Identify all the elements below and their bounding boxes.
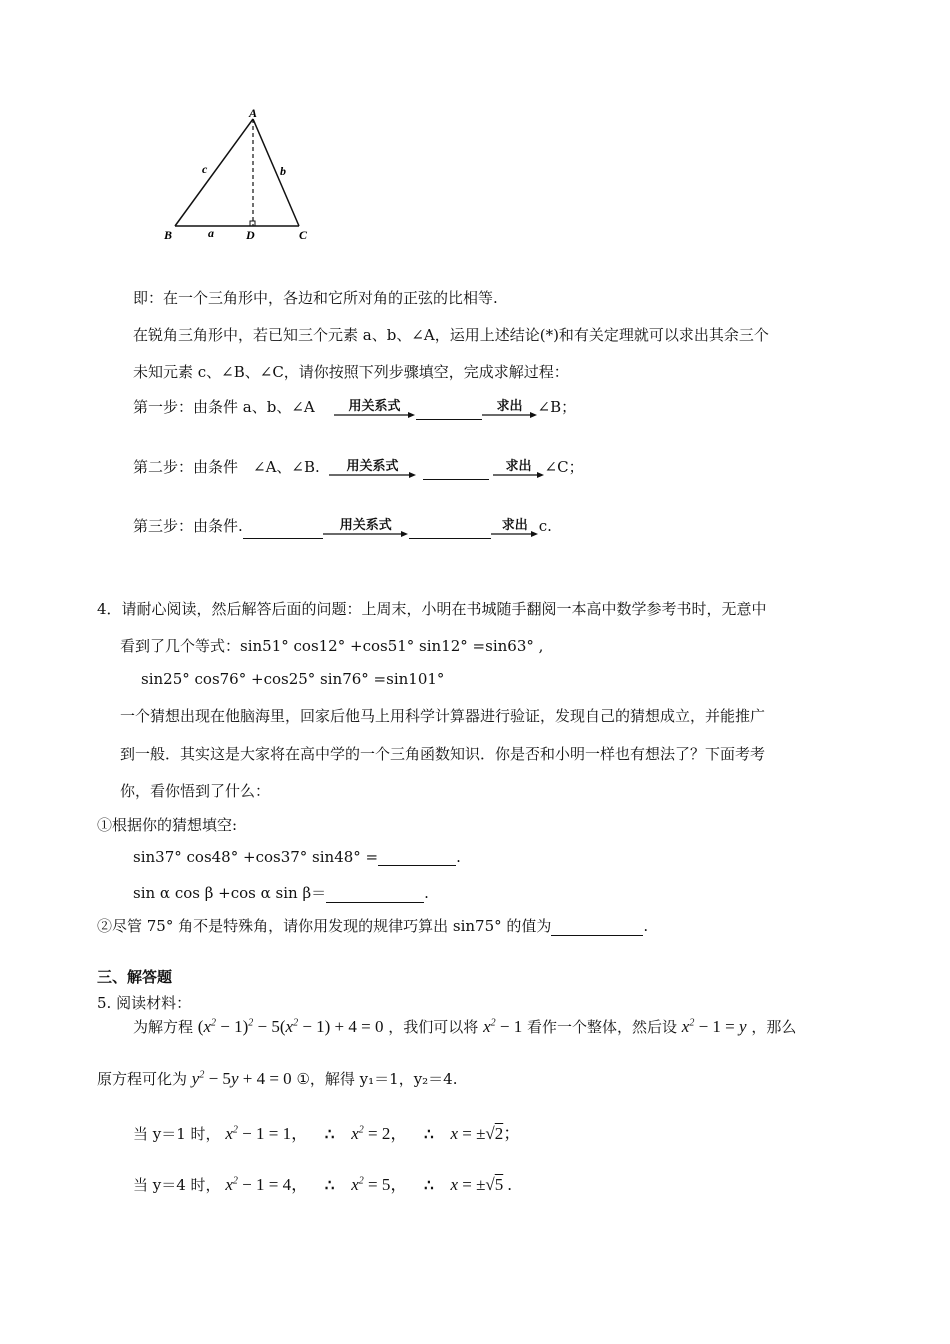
- label-B: B: [164, 228, 173, 242]
- eq2-text: sin α cos β +cos α sin β＝: [133, 884, 327, 902]
- arrow-obtain-3: [491, 513, 539, 539]
- l1-a: 为解方程: [133, 1018, 194, 1036]
- label-c: c: [202, 162, 208, 176]
- part2-period: .: [643, 917, 649, 935]
- therefore-1: ∴: [324, 1125, 335, 1143]
- arrow-label: 用关系式: [348, 399, 401, 414]
- arrow-obtain-2: [493, 454, 545, 480]
- step2: [133, 454, 584, 480]
- label-a: a: [208, 226, 214, 240]
- step1-blank[interactable]: [416, 399, 482, 420]
- q5-line4: [133, 1170, 512, 1195]
- part2-text: ②尽管 75° 角不是特殊角，请你用发现的规律巧算出 sin75° 的值为: [97, 917, 552, 935]
- step1-end: ∠B；: [537, 398, 577, 416]
- step3-prefix: 第三步：由条件.: [133, 517, 243, 535]
- step2-end: ∠C；: [544, 458, 584, 476]
- eq-y1: $x^2 - 1 = 1$，: [225, 1124, 309, 1143]
- step3-blank-1[interactable]: [243, 518, 323, 539]
- arrow-use-relation-1: [334, 394, 416, 420]
- arrow-obtain-1: [482, 394, 538, 420]
- q4-line6: 你，看你悟到了什么：: [120, 782, 271, 800]
- expr-x2-minus-1: $x^2 - 1$: [483, 1017, 523, 1036]
- arrow-use-relation-3: [323, 513, 409, 539]
- q4-eq1: [133, 847, 461, 866]
- q5-line1: [133, 1016, 796, 1037]
- l1-c: 看作一个整体，然后设: [527, 1018, 678, 1036]
- q4-line2: 看到了几个等式：sin51° cos12° +cos51° sin12° =sin63° ,: [120, 637, 544, 655]
- therefore-4: ∴: [424, 1176, 434, 1194]
- q4-line1: 4．请耐心阅读，然后解答后面的问题：上周末，小明在书城随手翻阅一本高中数学参考书时，无意中: [97, 600, 767, 618]
- eq2-period: .: [424, 884, 429, 902]
- q4-line3: sin25° cos76° +cos25° sin76° =sin101°: [141, 670, 445, 688]
- side-b: [253, 119, 299, 226]
- step2-blank[interactable]: [423, 459, 489, 480]
- eq1-period: .: [456, 848, 461, 866]
- p3-line2: 在锐角三角形中，若已知三个元素 a、b、∠A，运用上述结论(*)和有关定理就可以求出其余三个: [133, 326, 769, 344]
- l4-a: 当 y＝4 时，: [133, 1176, 221, 1194]
- p3-line1: 即：在一个三角形中，各边和它所对角的正弦的比相等.: [133, 289, 498, 307]
- arrow-label: 求出: [501, 518, 528, 533]
- q4-part2: [97, 915, 648, 936]
- q4-part1: ①根据你的猜想填空:: [97, 816, 238, 834]
- step1: [133, 394, 576, 420]
- label-D: D: [246, 228, 255, 242]
- eq1-blank[interactable]: [378, 847, 456, 866]
- l1-d: ，那么: [751, 1018, 797, 1036]
- eq1-text: sin37° cos48° +cos37° sin48° =: [133, 848, 379, 866]
- eq-y4: $x^2 - 1 = 4$，: [225, 1175, 309, 1194]
- therefore-3: ∴: [324, 1176, 335, 1194]
- q5-line3: [133, 1119, 520, 1144]
- q4-line4: 一个猜想出现在他脑海里，回家后他马上用科学计算器进行验证，发现自己的猜想成立，并能推广: [120, 707, 766, 725]
- eq-x-sqrt5: x = ±√5 .: [450, 1175, 512, 1194]
- q4-eq2: [133, 882, 429, 903]
- q5-title: 5. 阅读材料：: [97, 994, 192, 1012]
- q5-line2: [97, 1068, 458, 1089]
- therefore-2: ∴: [424, 1125, 434, 1143]
- side-c: [175, 119, 253, 226]
- label-C: C: [299, 228, 308, 242]
- substitution: $x^2 - 1 = y$: [681, 1017, 747, 1036]
- step1-prefix: 第一步：由条件 a、b、∠A: [133, 398, 315, 416]
- arrow-label: 求出: [496, 399, 523, 414]
- part2-blank[interactable]: [551, 917, 643, 936]
- step3: [133, 513, 552, 539]
- equation-y: $y^2 - 5y + 4 = 0$: [191, 1069, 292, 1088]
- triangle-figure: [160, 105, 330, 245]
- l1-b: ，我们可以将: [388, 1018, 479, 1036]
- label-A: A: [249, 106, 258, 120]
- eq-x-sqrt2: x = ±√2；: [450, 1124, 521, 1143]
- p3-line3: 未知元素 c、∠B、∠C，请你按照下列步骤填空，完成求解过程：: [133, 363, 569, 381]
- label-b: b: [280, 164, 286, 178]
- equation-original: $(x^2 - 1)^2 - 5(x^2 - 1) + 4 = 0$: [197, 1017, 384, 1036]
- step3-end: c.: [538, 517, 552, 535]
- q4-line5: 到一般．其实这是大家将在高中学的一个三角函数知识．你是否和小明一样也有想法了？下面考考: [120, 745, 766, 763]
- arrow-use-relation-2: [329, 454, 417, 480]
- arrow-label: 用关系式: [339, 518, 392, 533]
- eq-x2-5: $x^2 = 5$，: [351, 1175, 408, 1194]
- l3-a: 当 y＝1 时，: [133, 1125, 221, 1143]
- step2-prefix: 第二步：由条件 ∠A、∠B.: [133, 458, 320, 476]
- l2-b: ①，解得 y₁＝1，y₂＝4.: [296, 1070, 458, 1088]
- eq-x2-2: $x^2 = 2$，: [351, 1124, 408, 1143]
- l2-a: 原方程可化为: [97, 1070, 188, 1088]
- arrow-label: 求出: [505, 459, 532, 474]
- arrow-label: 用关系式: [346, 459, 399, 474]
- step3-blank-2[interactable]: [409, 518, 491, 539]
- eq2-blank[interactable]: [326, 884, 424, 903]
- section3-title: 三、解答题: [97, 968, 173, 986]
